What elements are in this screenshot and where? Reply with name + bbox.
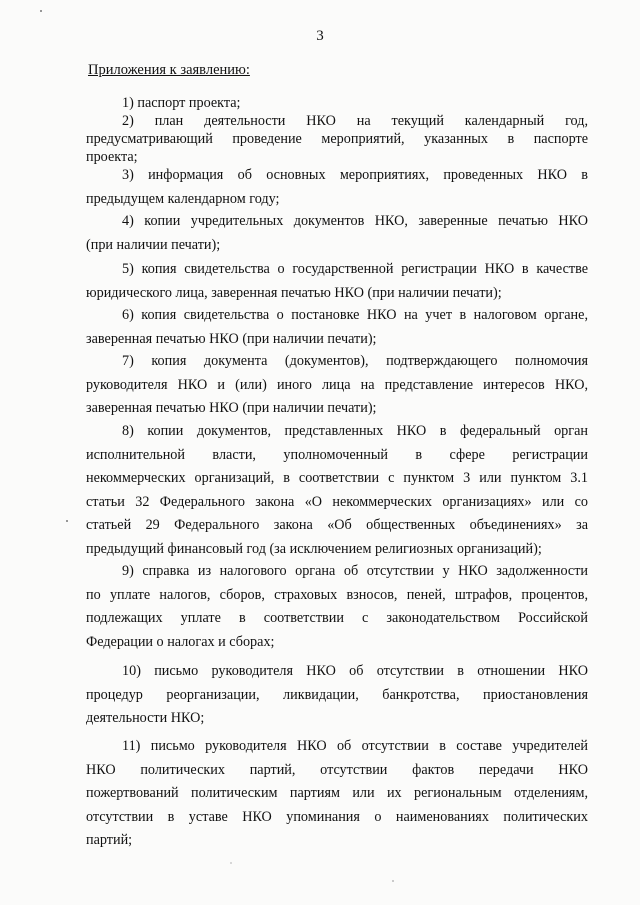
- item-line: 5) копия свидетельства о государственной регистрации НКО в качестве: [122, 261, 588, 277]
- list-item: [86, 210, 588, 257]
- item-line: 11) письмо руководителя НКО об отсутствии в составе учредителей: [122, 738, 588, 754]
- item-line: 1) паспорт проекта;: [122, 95, 241, 111]
- item-line: по уплате налогов, сборов, страховых взносов, пеней, штрафов, процентов,: [86, 586, 588, 603]
- item-line: НКО политических партий, отсутствии фактов передачи НКО: [86, 761, 588, 778]
- scan-speck: [392, 880, 394, 882]
- item-line: проекта;: [86, 149, 138, 165]
- scan-speck: [230, 862, 232, 864]
- item-line: предусматривающий проведение мероприятий, указанных в паспорте: [86, 131, 588, 147]
- item-line: заверенная печатью НКО (при наличии печати);: [86, 400, 377, 416]
- item-line: 3) информация об основных мероприятиях, проведенных НКО в: [122, 167, 588, 183]
- scan-speck: [66, 520, 68, 522]
- item-line: 2) план деятельности НКО на текущий календарный год,: [122, 113, 588, 129]
- item-line: Федерации о налогах и сборах;: [86, 633, 275, 650]
- item-line: статьи 32 Федерального закона «О некоммерческих организациях» или со: [86, 493, 588, 510]
- list-item: [86, 660, 588, 731]
- scan-speck: [40, 10, 42, 12]
- item-line: отсутствии в уставе НКО упоминания о наименованиях политических: [86, 808, 588, 825]
- item-line: 8) копии документов, представленных НКО в федеральный орган: [122, 423, 588, 439]
- page-number: 3: [316, 28, 324, 44]
- item-line: заверенная печатью НКО (при наличии печати);: [86, 330, 377, 347]
- item-line: 9) справка из налогового органа об отсутствии у НКО задолженности: [122, 563, 588, 579]
- item-line: исполнительной власти, уполномоченный в сфере регистрации: [86, 446, 588, 463]
- list-item: [86, 420, 588, 561]
- list-item: [86, 258, 588, 305]
- item-line: подлежащих уплате в соответствии с законодательством Российской: [86, 610, 588, 626]
- item-line: юридического лица, заверенная печатью НКО (при наличии печати);: [86, 284, 502, 301]
- item-line: партий;: [86, 832, 133, 848]
- item-line: руководителя НКО и (или) иного лица на представление интересов НКО,: [86, 376, 588, 393]
- item-line: (при наличии печати);: [86, 236, 221, 253]
- list-item: [86, 112, 588, 166]
- item-line: некоммерческих организаций, в соответствии с пунктом 3 или пунктом 3.1: [86, 470, 588, 486]
- item-line: статьей 29 Федерального закона «Об общественных объединениях» за: [86, 517, 588, 533]
- item-line: 10) письмо руководителя НКО об отсутствии в отношении НКО: [122, 663, 588, 679]
- list-item: [86, 304, 588, 351]
- item-line: 4) копии учредительных документов НКО, заверенные печатью НКО: [122, 213, 588, 229]
- item-line: процедур реорганизации, ликвидации, банкротства, приостановления: [86, 686, 588, 703]
- item-line: 6) копия свидетельства о постановке НКО на учет в налоговом органе,: [122, 307, 588, 323]
- item-line: пожертвований политическим партиям или их региональным отделениям,: [86, 785, 588, 801]
- item-line: 7) копия документа (документов), подтверждающего полномочия: [122, 353, 588, 369]
- item-line: предыдущем календарном году;: [86, 190, 280, 207]
- list-item: [86, 560, 588, 654]
- attachments-heading: Приложения к заявлению:: [88, 62, 250, 78]
- item-line: предыдущий финансовый год (за исключением религиозных организаций);: [86, 540, 542, 557]
- item-line: деятельности НКО;: [86, 710, 205, 726]
- list-item: [86, 350, 588, 421]
- list-item: [86, 735, 588, 853]
- list-item: [86, 164, 588, 211]
